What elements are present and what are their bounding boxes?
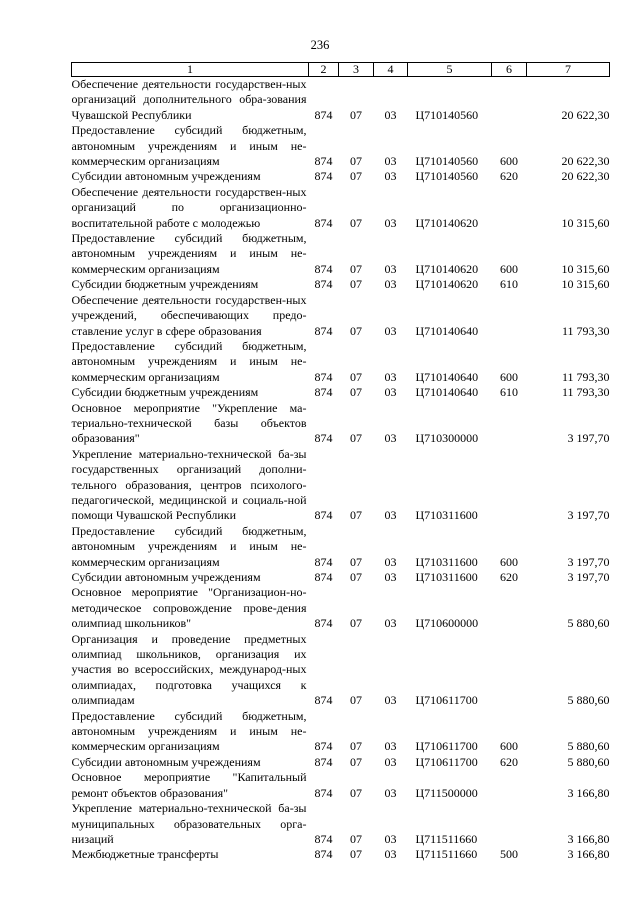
row-section-code: 07: [350, 431, 362, 446]
row-subsection-code: 03: [384, 277, 397, 292]
table-row: [72, 123, 610, 169]
column-header: 1: [72, 63, 309, 77]
row-amount: 10 315,60: [561, 277, 610, 292]
table-row: [72, 339, 610, 385]
row-section-code: 07: [350, 570, 362, 584]
row-target-article: Ц710140560: [415, 154, 479, 169]
row-expense-type: [492, 770, 527, 801]
row-target-article: Ц710140620: [415, 215, 479, 230]
row-expense-type: 500: [500, 847, 518, 862]
row-section-code: 07: [350, 261, 362, 276]
row-subsection-code: 03: [384, 508, 397, 523]
table-row: [72, 401, 610, 447]
row-target-article: Ц710611700: [415, 754, 478, 769]
row-amount: 11 793,30: [561, 369, 610, 384]
row-expense-type: 620: [500, 169, 518, 184]
row-name: Основное мероприятие "Организацион-но-методическое сопровождение прове-дения олимпиад школьников": [71, 585, 307, 631]
row-target-article: Ц710140620: [415, 261, 479, 276]
row-ministry-code: 874: [314, 847, 333, 862]
row-expense-type: [492, 293, 527, 339]
table-header: [72, 63, 610, 77]
row-section-code: 07: [350, 554, 362, 569]
row-target-article: Ц710611700: [415, 739, 478, 754]
row-expense-type: 620: [500, 754, 518, 769]
column-header: 3: [339, 63, 374, 77]
row-expense-type: 600: [500, 261, 518, 276]
row-subsection-code: 03: [384, 107, 397, 122]
row-subsection-code: 03: [384, 261, 397, 276]
row-section-code: 07: [350, 616, 362, 631]
table-row: [72, 770, 610, 801]
table-row: [72, 277, 610, 292]
table-row: [72, 185, 610, 231]
row-amount: 3 166,80: [567, 847, 610, 862]
row-amount: 10 315,60: [561, 261, 610, 276]
row-subsection-code: 03: [384, 554, 397, 569]
row-ministry-code: 874: [314, 693, 333, 708]
row-amount: 3 197,70: [567, 431, 610, 446]
table-row: [72, 847, 610, 862]
row-section-code: 07: [350, 847, 362, 862]
row-ministry-code: 874: [314, 154, 333, 169]
row-target-article: Ц710300000: [415, 431, 479, 446]
row-name: Предоставление субсидий бюджетным, автономным учреждениям и иным не-коммерческим организациям: [71, 523, 307, 569]
table-row: [72, 570, 610, 585]
row-target-article: Ц710140560: [415, 169, 479, 184]
row-expense-type: [492, 801, 527, 847]
row-name: Субсидии автономным учреждениям: [71, 169, 261, 184]
budget-table: [71, 62, 610, 863]
row-expense-type: [492, 401, 527, 447]
table-row: [72, 293, 610, 339]
row-subsection-code: 03: [384, 385, 397, 400]
row-ministry-code: 874: [314, 385, 333, 400]
row-ministry-code: 874: [314, 323, 333, 338]
row-subsection-code: 03: [384, 323, 397, 338]
row-section-code: 07: [350, 169, 362, 184]
row-section-code: 07: [350, 323, 362, 338]
row-expense-type: 610: [500, 277, 518, 292]
row-ministry-code: 874: [314, 508, 333, 523]
row-amount: 5 880,60: [567, 616, 610, 631]
row-name: Основное мероприятие "Укрепление ма-териально-технической базы объектов образования": [71, 400, 307, 446]
row-section-code: 07: [350, 107, 362, 122]
row-expense-type: [492, 632, 527, 709]
row-subsection-code: 03: [384, 215, 397, 230]
row-amount: 11 793,30: [561, 385, 610, 400]
row-name: Предоставление субсидий бюджетным, автономным учреждениям и иным не-коммерческим организациям: [71, 231, 307, 276]
row-subsection-code: 03: [384, 369, 397, 384]
row-amount: 5 880,60: [567, 693, 610, 708]
row-amount: 3 197,70: [567, 508, 610, 523]
row-section-code: 07: [350, 277, 362, 292]
table-row: [72, 77, 610, 124]
row-expense-type: 600: [500, 739, 518, 754]
row-name: Субсидии автономным учреждениям: [71, 754, 261, 769]
row-expense-type: 620: [500, 570, 518, 584]
row-target-article: Ц710311600: [415, 554, 478, 569]
row-name: Предоставление субсидий бюджетным, автономным учреждениям и иным не-коммерческим организациям: [71, 123, 307, 169]
column-header: 5: [408, 63, 492, 77]
row-subsection-code: 03: [384, 169, 397, 184]
row-expense-type: 610: [500, 385, 518, 400]
row-ministry-code: 874: [314, 261, 333, 276]
table-row: [72, 755, 610, 770]
row-ministry-code: 874: [314, 754, 333, 769]
row-expense-type: [492, 585, 527, 631]
row-amount: 5 880,60: [567, 754, 610, 769]
row-section-code: 07: [350, 154, 362, 169]
row-amount: 3 166,80: [567, 785, 610, 800]
row-section-code: 07: [350, 369, 362, 384]
row-target-article: Ц711511660: [415, 847, 478, 862]
row-ministry-code: 874: [314, 431, 333, 446]
row-amount: 20 622,30: [561, 154, 610, 169]
row-ministry-code: 874: [314, 831, 333, 846]
row-ministry-code: 874: [314, 554, 333, 569]
row-amount: 20 622,30: [561, 107, 610, 122]
column-header: 4: [374, 63, 408, 77]
row-target-article: Ц711511660: [415, 831, 478, 846]
row-ministry-code: 874: [314, 107, 333, 122]
row-name: Субсидии бюджетным учреждениям: [71, 277, 259, 292]
column-header: 6: [492, 63, 527, 77]
row-target-article: Ц710611700: [415, 693, 478, 708]
column-header: 2: [309, 63, 339, 77]
row-ministry-code: 874: [314, 570, 333, 584]
row-amount: 3 166,80: [567, 831, 610, 846]
row-amount: 3 197,70: [567, 570, 610, 584]
row-section-code: 07: [350, 215, 362, 230]
table-row: [72, 231, 610, 277]
row-subsection-code: 03: [384, 570, 397, 584]
row-target-article: Ц710140620: [415, 277, 479, 292]
row-target-article: Ц710311600: [415, 508, 478, 523]
row-name: Организация и проведение предметных олимпиад школьников, организация их участия во всероссийских, международ-ных олимпиадах, подготовка учащихся к олимпиадам: [71, 631, 307, 708]
row-section-code: 07: [350, 693, 362, 708]
table-row: [72, 801, 610, 847]
row-amount: 3 197,70: [567, 554, 610, 569]
row-name: Укрепление материально-технической ба-зы государственных организаций дополни-тельного образования, центров психолого-педагогической, медицинской и социаль-ной помощи Чувашской Республики: [71, 446, 307, 523]
row-expense-type: [492, 77, 527, 124]
row-target-article: Ц710140640: [415, 323, 479, 338]
table-row: [72, 169, 610, 184]
table-row: [72, 447, 610, 524]
row-section-code: 07: [350, 754, 362, 769]
row-name: Субсидии бюджетным учреждениям: [71, 385, 259, 400]
table-body: [72, 77, 610, 863]
row-section-code: 07: [350, 831, 362, 846]
row-ministry-code: 874: [314, 215, 333, 230]
row-amount: 20 622,30: [561, 169, 610, 184]
row-section-code: 07: [350, 385, 362, 400]
row-expense-type: [492, 185, 527, 231]
table-row: [72, 524, 610, 570]
row-section-code: 07: [350, 739, 362, 754]
row-name: Предоставление субсидий бюджетным, автономным учреждениям и иным не-коммерческим организациям: [71, 338, 307, 384]
row-subsection-code: 03: [384, 616, 397, 631]
row-ministry-code: 874: [314, 739, 333, 754]
row-subsection-code: 03: [384, 739, 397, 754]
row-target-article: Ц710140640: [415, 385, 479, 400]
row-target-article: Ц710311600: [415, 570, 478, 584]
row-section-code: 07: [350, 508, 362, 523]
row-subsection-code: 03: [384, 785, 397, 800]
row-section-code: 07: [350, 785, 362, 800]
row-expense-type: [492, 447, 527, 524]
row-target-article: Ц710140560: [415, 107, 479, 122]
row-subsection-code: 03: [384, 831, 397, 846]
row-name: Субсидии автономным учреждениям: [71, 570, 261, 584]
row-name: Межбюджетные трансферты: [71, 847, 219, 862]
table-row: [72, 632, 610, 709]
row-ministry-code: 874: [314, 277, 333, 292]
row-name: Укрепление материально-технической ба-зы муниципальных образовательных орга-низаций: [71, 801, 307, 846]
table-row: [72, 585, 610, 631]
table-row: [72, 709, 610, 755]
table-row: [72, 385, 610, 400]
column-header: 7: [527, 63, 610, 77]
row-target-article: Ц710600000: [415, 616, 479, 631]
row-name: Основное мероприятие "Капитальный ремонт объектов образования": [71, 770, 307, 800]
row-subsection-code: 03: [384, 693, 397, 708]
row-subsection-code: 03: [384, 154, 397, 169]
row-target-article: Ц710140640: [415, 369, 479, 384]
row-name: Обеспечение деятельности государствен-ных организаций дополнительного обра-зования Чувашской Республики: [71, 77, 307, 122]
row-expense-type: 600: [500, 554, 518, 569]
row-subsection-code: 03: [384, 847, 397, 862]
row-name: Обеспечение деятельности государствен-ных организаций по организационно-воспитательной работе с молодежью: [71, 184, 307, 230]
row-expense-type: 600: [500, 369, 518, 384]
row-ministry-code: 874: [314, 785, 333, 800]
row-ministry-code: 874: [314, 616, 333, 631]
page-number: 236: [310, 38, 330, 52]
row-subsection-code: 03: [384, 754, 397, 769]
row-name: Обеспечение деятельности государствен-ных учреждений, обеспечивающих предо-ставление услуг в сфере образования: [71, 292, 307, 338]
row-ministry-code: 874: [314, 369, 333, 384]
row-amount: 11 793,30: [561, 323, 610, 338]
row-name: Предоставление субсидий бюджетным, автономным учреждениям и иным не-коммерческим организациям: [71, 708, 307, 754]
row-amount: 5 880,60: [567, 739, 610, 754]
row-expense-type: 600: [500, 154, 518, 169]
row-ministry-code: 874: [314, 169, 333, 184]
row-amount: 10 315,60: [561, 215, 610, 230]
row-target-article: Ц711500000: [415, 785, 478, 800]
row-subsection-code: 03: [384, 431, 397, 446]
